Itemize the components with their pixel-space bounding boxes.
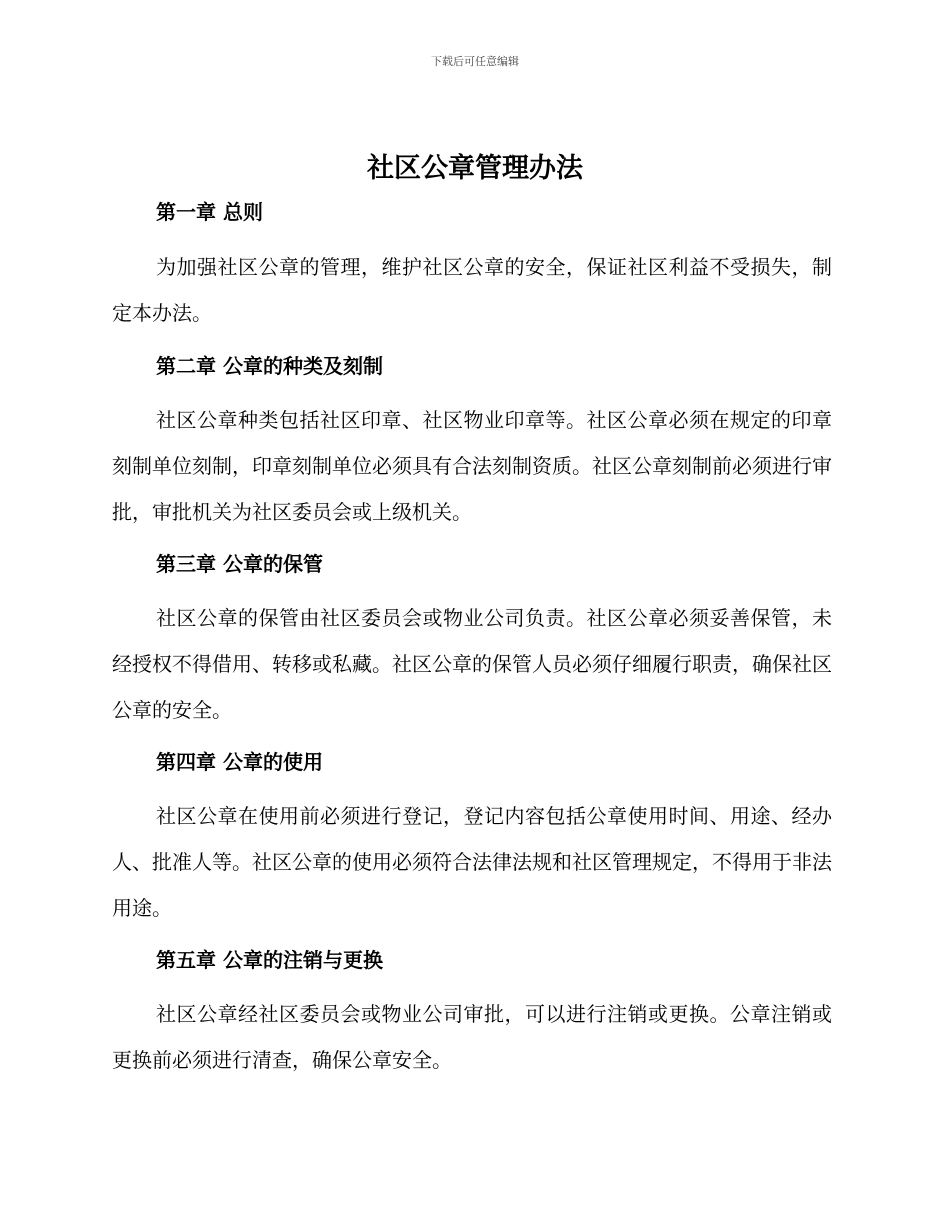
document-title: 社区公章管理办法 [367,153,583,184]
chapter-4-paragraph: 社区公章在使用前必须进行登记，登记内容包括公章使用时间、用途、经办人、批准人等。社区公章的使用必须符合法律法规和社区管理规定，不得用于非法用途。 [112,804,832,920]
chapter-3-paragraph: 社区公章的保管由社区委员会或物业公司负责。社区公章必须妥善保管，未经授权不得借用、转移或私藏。社区公章的保管人员必须仔细履行职责，确保社区公章的安全。 [112,606,832,722]
chapter-5-heading: 第五章 公章的注销与更换 [156,948,383,972]
chapter-4-heading: 第四章 公章的使用 [156,750,323,774]
header-note: 下载后可任意编辑 [431,55,519,68]
chapter-5-paragraph: 社区公章经社区委员会或物业公司审批，可以进行注销或更换。公章注销或更换前必须进行清查，确保公章安全。 [112,1002,832,1072]
chapter-3-heading: 第三章 公章的保管 [156,552,323,576]
chapter-1-heading: 第一章 总则 [156,200,263,224]
chapter-2-heading: 第二章 公章的种类及刻制 [156,354,383,378]
chapter-2-paragraph: 社区公章种类包括社区印章、社区物业印章等。社区公章必须在规定的印章刻制单位刻制，印章刻制单位必须具有合法刻制资质。社区公章刻制前必须进行审批，审批机关为社区委员会或上级机关。 [112,408,832,524]
chapter-1-paragraph: 为加强社区公章的管理，维护社区公章的安全，保证社区利益不受损失，制定本办法。 [112,255,832,325]
